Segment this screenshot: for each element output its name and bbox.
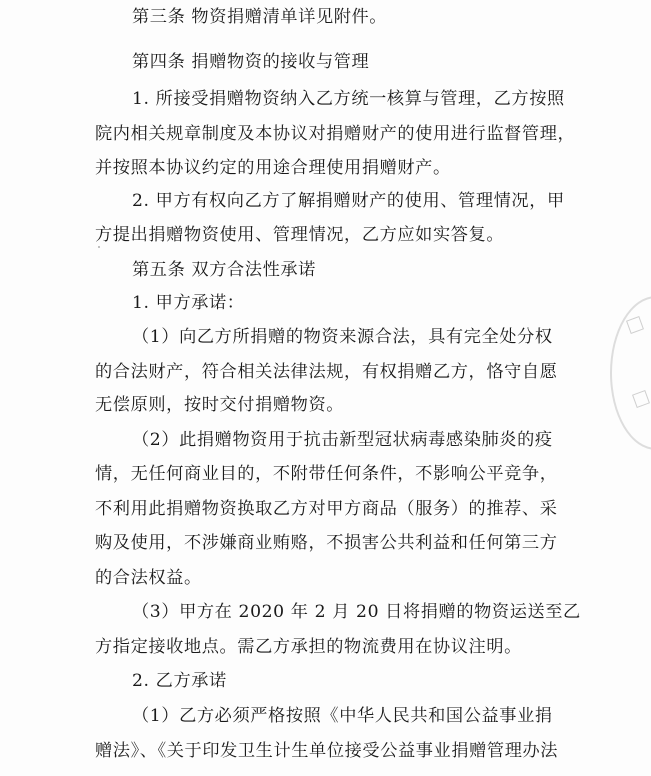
paragraph-line: 并按照本协议约定的用途合理使用捐赠财产。 [95, 158, 451, 178]
paragraph-line: 不利用此捐赠物资换取乙方对甲方商品（服务）的推荐、采 [95, 499, 558, 519]
paragraph-line: 的合法权益。 [95, 568, 202, 588]
paragraph-line: （1）乙方必须严格按照《中华人民共和国公益事业捐 [132, 706, 553, 726]
paragraph-line: 1. 所接受捐赠物资纳入乙方统一核算与管理，乙方按照 [132, 89, 565, 109]
paragraph-line: 院内相关规章制度及本协议对捐赠财产的使用进行监督管理， [95, 124, 576, 144]
paragraph-line: 方提出捐赠物资使用、管理情况，乙方应如实答复。 [95, 225, 505, 245]
article-4-heading: 第四条 捐赠物资的接收与管理 [132, 52, 370, 72]
article-3-text: 第三条 物资捐赠清单详见附件。 [132, 7, 388, 27]
paragraph-line: 的合法财产，符合相关法律法规，有权捐赠乙方，恪守自愿 [95, 362, 558, 382]
party-b-commitment-heading: 2. 乙方承诺 [132, 671, 227, 691]
article-5-heading: 第五条 双方合法性承诺 [132, 260, 316, 280]
paragraph-line: 赠法》、《关于印发卫生计生单位接受公益事业捐赠管理办法 [95, 741, 559, 761]
paragraph-line: 情，无任何商业目的，不附带任何条件，不影响公平竞争， [95, 464, 558, 484]
paragraph-line: 无偿原则，按时交付捐赠物资。 [95, 395, 345, 415]
seal-mark [626, 316, 644, 334]
seal-mark [632, 390, 650, 408]
paragraph-line: （1）向乙方所捐赠的物资来源合法，具有完全处分权 [132, 327, 553, 347]
party-a-commitment-heading: 1. 甲方承诺： [132, 293, 245, 313]
paragraph-line: 购及使用，不涉嫌商业贿赂，不损害公共利益和任何第三方 [95, 533, 558, 553]
paragraph-line: 方指定接收地点。需乙方承担的物流费用在协议注明。 [95, 637, 522, 657]
margin-mark [98, 246, 100, 248]
paragraph-line: 2. 甲方有权向乙方了解捐赠财产的使用、管理情况，甲 [132, 191, 565, 211]
paragraph-line: （2）此捐赠物资用于抗击新型冠状病毒感染肺炎的疫 [132, 430, 553, 450]
paragraph-line: （3）甲方在 2020 年 2 月 20 日将捐赠的物资运送至乙 [132, 602, 581, 622]
